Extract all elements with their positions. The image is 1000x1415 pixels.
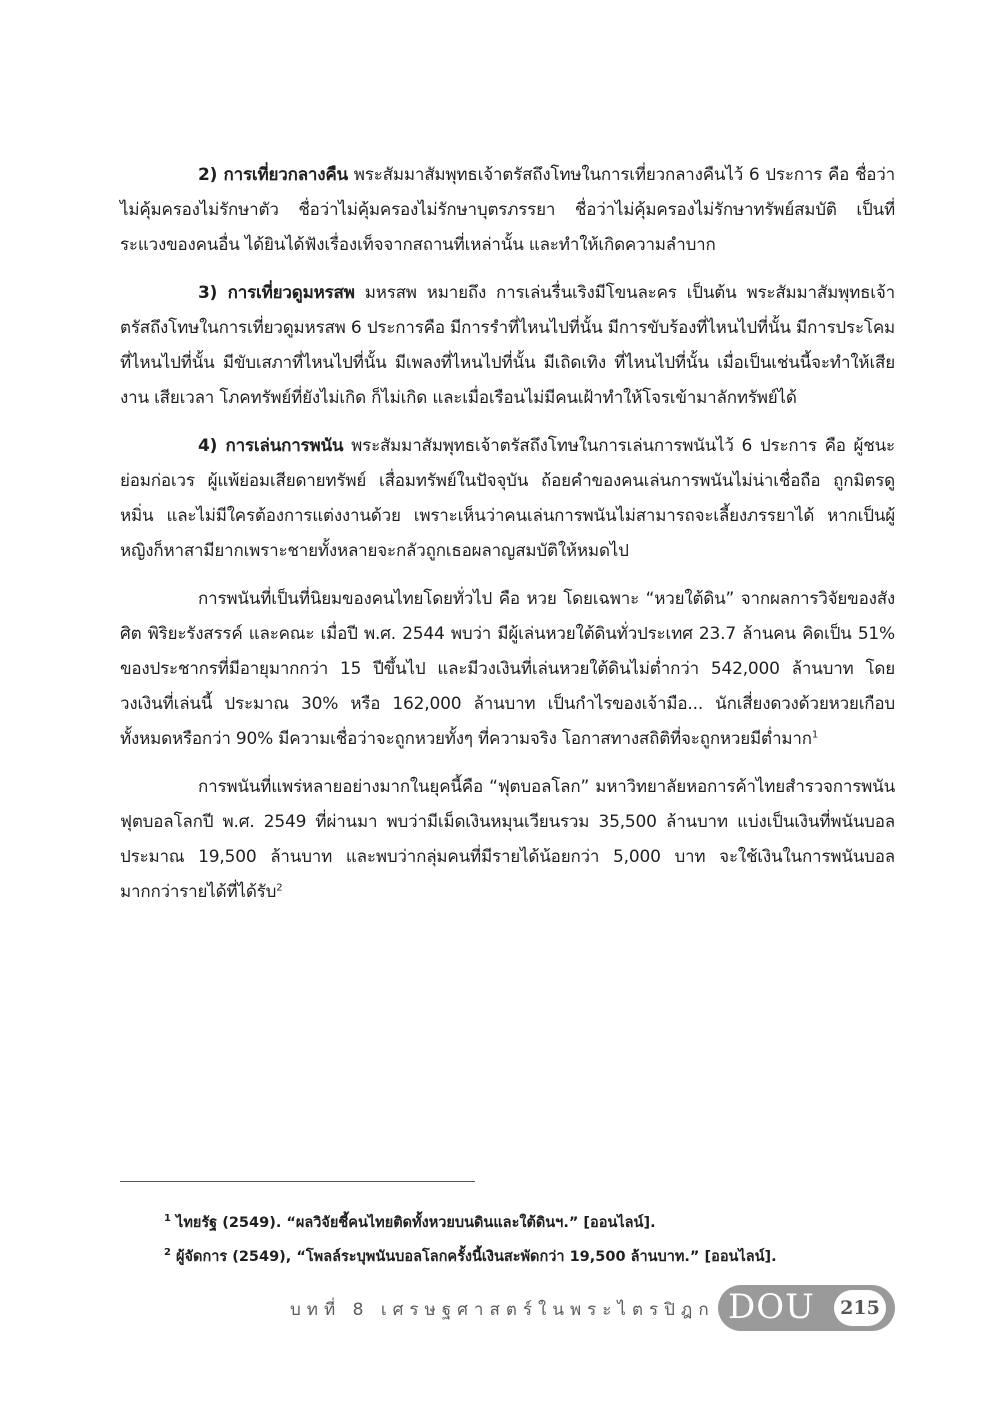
paragraph-body: การพนันที่แพร่หลายอย่างมากในยุคนี้คือ “ฟุตบอลโลก” มหาวิทยาลัยหอการค้าไทยสำรวจการพนันฟุตบอลโลกปี พ.ศ. 2549 ที่ผ่านมา พบว่ามีเม็ดเงินหมุนเวียนรวม 35,500 ล้านบาท แบ่งเป็นเงินที่พนันบอลประมาณ 19,500 ล้านบาท และพบว่ากลุ่มคนที่มีรายได้น้อยกว่า 5,000 บาท จะใช้เงินในการพนันบอลมากกว่ารายได้ที่ได้รับ: [120, 777, 895, 902]
footnotes: [164, 1204, 900, 1272]
page-number: 215: [834, 1290, 886, 1326]
paragraph-football: [120, 770, 895, 910]
paragraph-lottery: [120, 582, 895, 757]
footnote-divider: [120, 1181, 475, 1182]
paragraph-body: การพนันที่เป็นที่นิยมของคนไทยโดยทั่วไป คือ หวย โดยเฉพาะ “หวยใต้ดิน” จากผลการวิจัยของสังศิต พิริยะรังสรรค์ และคณะ เมื่อปี พ.ศ. 2544 พบว่า มีผู้เล่นหวยใต้ดินทั่วประเทศ 23.7 ล้านคน คิดเป็น 51% ของประชากรที่มีอายุมากกว่า 15 ปีขึ้นไป และมีวงเงินที่เล่นหวยใต้ดินไม่ต่ำกว่า 542,000 ล้านบาท โดยวงเงินที่เล่นนี้ ประมาณ 30% หรือ 162,000 ล้านบาท เป็นกำไรของเจ้ามือ... นักเสี่ยงดวงด้วยหวยเกือบทั้งหมดหรือกว่า 90% มีความเชื่อว่าจะถูกหวยทั้งๆ ที่ความจริง โอกาสทางสถิติที่จะถูกหวยมีต่ำมาก: [120, 589, 895, 749]
footnote-number: 2: [164, 1246, 171, 1258]
footnote-ref-2[interactable]: 2: [276, 882, 283, 894]
footnote-ref-1[interactable]: 1: [811, 729, 819, 741]
footnote-text: ผู้จัดการ (2549), “โพลล์ระบุพนันบอลโลกครั้งนี้เงินสะพัดกว่า 19,500 ล้านบาท.” [ออนไลน์].: [176, 1248, 777, 1265]
footnote-number: 1: [164, 1213, 171, 1224]
paragraph-night-wandering: [120, 158, 895, 263]
paragraph-gambling: [120, 429, 895, 569]
footnote-text: ไทยรัฐ (2549). “ผลวิจัยชี้คนไทยติดทั้งหวยบนดินและใต้ดินฯ.” [ออนไลน์].: [176, 1214, 656, 1231]
paragraph-entertainment: [120, 276, 895, 416]
paragraph-heading: 3) การเที่ยวดูมหรสพ: [198, 283, 355, 303]
paragraph-body: พระสัมมาสัมพุทธเจ้าตรัสถึงโทษในการเที่ยวกลางคืนไว้ 6 ประการ คือ ชื่อว่าไม่คุ้มครองไม่รักษาตัว ชื่อว่าไม่คุ้มครองไม่รักษาบุตรภรรยา ชื่อว่าไม่คุ้มครองไม่รักษาทรัพย์สมบัติ เป็นที่ระแวงของคนอื่น ได้ยินได้ฟังเรื่องเท็จจากสถานที่เหล่านั้น และทำให้เกิดความลำบาก: [120, 165, 895, 255]
paragraph-body: มหรสพ หมายถึง การเล่นรื่นเริงมีโขนละคร เป็นต้น พระสัมมาสัมพุทธเจ้าตรัสถึงโทษในการเที่ยวดูมหรสพ 6 ประการคือ มีการรำที่ไหนไปที่นั้น มีการขับร้องที่ไหนไปที่นั้น มีการประโคมที่ไหนไปที่นั้น มีขับเสภาที่ไหนไปที่นั้น มีเพลงที่ไหนไปที่นั้น มีเถิดเทิง ที่ไหนไปที่นั้น เมื่อเป็นเช่นนี้จะทำให้เสียงาน เสียเวลา โภคทรัพย์ที่ยังไม่เกิด ก็ไม่เกิด และเมื่อเรือนไม่มีคนเฝ้าทำให้โจรเข้ามาลักทรัพย์ได้: [120, 283, 895, 408]
main-content: [120, 158, 895, 923]
footnote-2: [164, 1238, 900, 1272]
paragraph-heading: 2) การเที่ยวกลางคืน: [198, 165, 348, 185]
footnote-1: [164, 1204, 900, 1238]
dou-logo: DOU: [728, 1287, 815, 1327]
paragraph-body: พระสัมมาสัมพุทธเจ้าตรัสถึงโทษในการเล่นการพนันไว้ 6 ประการ คือ ผู้ชนะย่อมก่อเวร ผู้แพ้ย่อมเสียดายทรัพย์ เสื่อมทรัพย์ในปัจจุบัน ถ้อยคำของคนเล่นการพนันไม่น่าเชื่อถือ ถูกมิตรดูหมิ่น และไม่มีใครต้องการแต่งงานด้วย เพราะเห็นว่าคนเล่นการพนันไม่สามารถจะเลี้ยงภรรยาได้ หากเป็นผู้หญิงก็หาสามียากเพราะชายทั้งหลายจะกลัวถูกเธอผลาญสมบัติให้หมดไป: [120, 436, 895, 561]
paragraph-heading: 4) การเล่นการพนัน: [198, 436, 344, 456]
chapter-title: บทที่ 8 เศรษฐศาสตร์ในพระไตรปิฎก: [290, 1300, 715, 1320]
